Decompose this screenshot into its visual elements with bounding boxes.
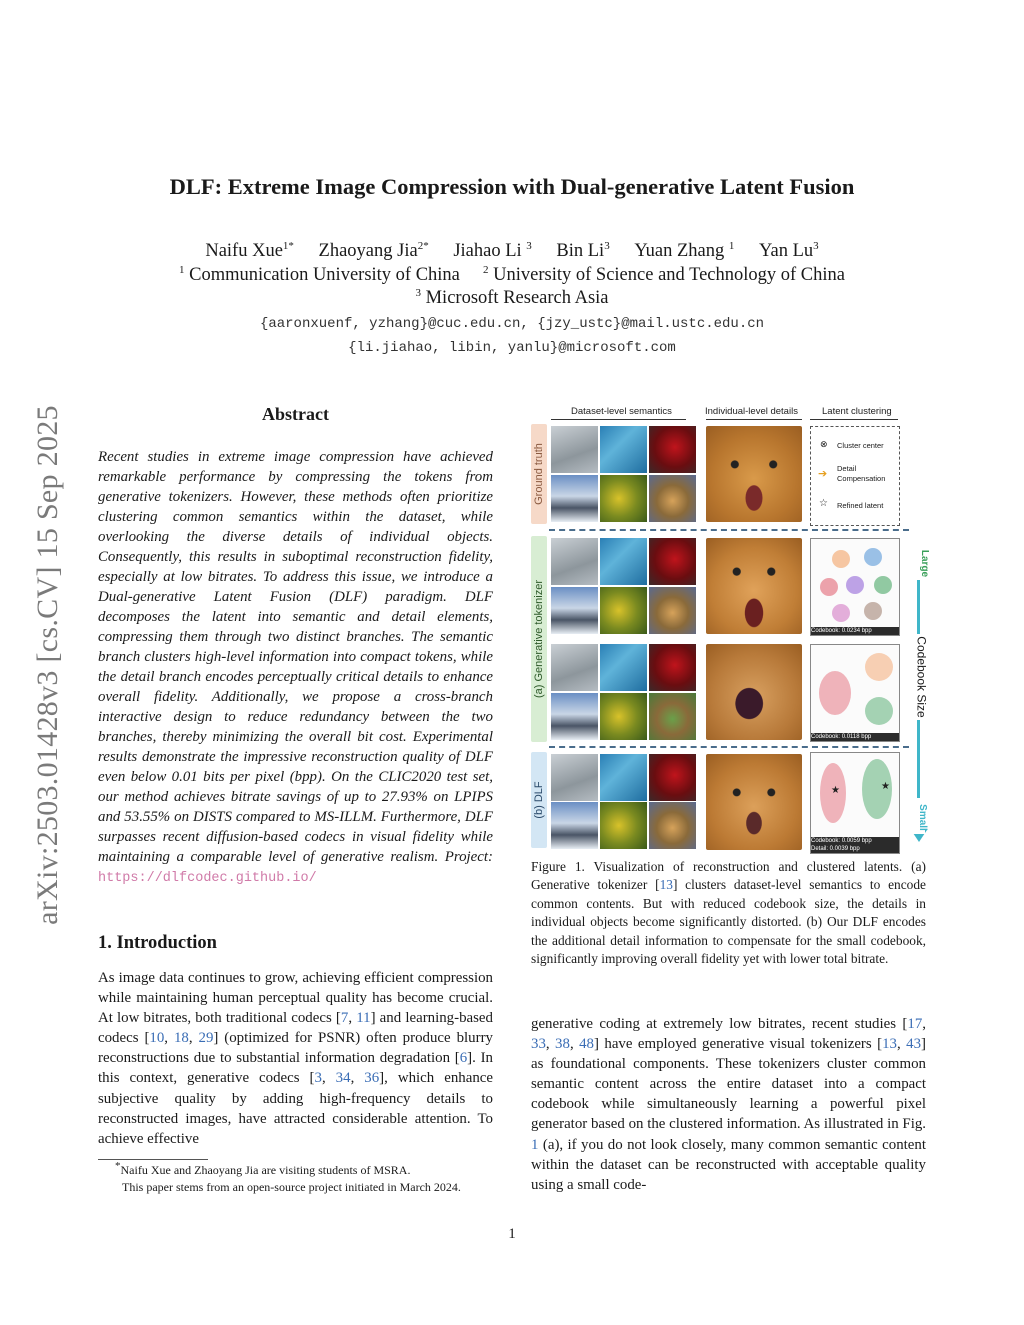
author: Jiahao Li $^3$	[453, 239, 532, 261]
separator	[549, 746, 909, 748]
author: Bin Li$^3$	[556, 239, 610, 261]
row-label-generative-tokenizer: (a) Generative tokenizer	[531, 536, 547, 742]
paper-title: DLF: Extreme Image Compression with Dual-generative Latent Fusion	[169, 174, 855, 199]
page-number: 1	[508, 1226, 516, 1242]
author: Zhaoyang Jia$^{2*}$	[318, 239, 429, 261]
row-label-dlf: (b) DLF	[531, 752, 547, 848]
citation-link[interactable]: 13	[659, 877, 673, 893]
citation-link[interactable]: 10	[149, 1030, 165, 1047]
citation-link[interactable]: 38	[555, 1036, 570, 1053]
dog-dlf	[706, 754, 802, 850]
email-line1: {aaronxuenf, yzhang}@cuc.edu.cn, {jzy_ustc}@mail.ustc.edu.cn	[259, 316, 765, 332]
footnote-1: *Naifu Xue and Zhaoyang Jia are visiting students of MSRA.	[115, 1160, 411, 1177]
arxiv-sidebar	[28, 370, 68, 960]
citation-link[interactable]: 3	[314, 1070, 322, 1087]
footnote-2: This paper stems from an open-source project initiated in March 2024.	[122, 1180, 461, 1194]
email-line2: {li.jiahao, libin, yanlu}@microsoft.com	[348, 340, 676, 356]
citation-link[interactable]: 6	[459, 1050, 468, 1067]
citation-link[interactable]: 18	[173, 1030, 189, 1047]
abstract-body: Recent studies in extreme image compression have achieved remarkable performance by compressing the tokens from generative tokenizers. However, these methods often prioritize clustering common semantics within the dataset, while overlooking the diverse details of individual objects. Consequently, this results in suboptimal reconstruction fidelity, especially at low bitrates. To address this issue, we introduce a Dual-generative Latent Fusion (DLF) paradigm. DLF decomposes the latent into semantic and detail elements, compressing them through two distinct branches. The semantic branch clusters high-level information into compact tokens, while the detail branch encodes perceptually critical details to enhance overall fidelity. Additionally, we propose a cross-branch interactive design to reduce redundancy between the two branches, thereby minimizing the overall bit cost. Experimental results demonstrate the impressive reconstruction quality of DLF even below 0.01 bits per pixel (bpp). On the CLIC2020 test set, our method achieves bitrate savings of up to 27.93% on LPIPS and 53.55% on DISTS compared to MS-ILLM. Furthermore, DLF surpasses recent diffusion-based codecs in visual fidelity while maintaining a comparable level of generative realism. Project: https://dlfcodec.github.io/	[98, 449, 493, 886]
row-label-ground-truth: Ground truth	[531, 424, 547, 524]
author: Yan Lu$^3$	[759, 239, 819, 261]
dog-ground-truth	[706, 426, 802, 522]
affiliations-line1: $^1$ Communication University of China $^2$ University of Science and Technology of China	[178, 263, 845, 285]
col-head-individual: Individual-level details	[705, 406, 798, 417]
separator	[549, 529, 909, 531]
arxiv-id: arXiv:2503.01428v3 [cs.CV] 15 Sep 2025	[31, 405, 64, 925]
intro-paragraph: As image data continues to grow, achieving efficient compression while maintaining human perceptual quality has become crucial. At low bitrates, both traditional codecs [7, 11] and learning-based codecs [10, 18, 29] (optimized for PSNR) often produce blurry reconstructions due to substantial information degradation [6]. In this context, generative codecs [3, 34, 36], which enhance subjective quality by adding high-frequency details to reconstructed images, have attracted considerable attention. To achieve effective	[98, 970, 493, 1147]
right-column-paragraph: generative coding at extremely low bitrates, recent studies [17, 33, 38, 48] have employed generative visual tokenizers [13, 43] as foundational components. These tokenizers cluster common semantic content across the entire dataset into a compact codebook while simultaneously learning a powerful pixel generator based on the clustered information. As illustrated in Fig. 1 (a), if you do not look closely, many common semantic content within the dataset can be reconstructed with acceptable quality using a small code-	[531, 1016, 926, 1193]
abstract-heading: Abstract	[262, 404, 329, 424]
citation-link[interactable]: 29	[198, 1030, 214, 1047]
figure-link[interactable]: 1	[531, 1136, 539, 1153]
citation-link[interactable]: 33	[531, 1036, 546, 1053]
latent-legend: ⊗ Cluster center ➔ Detail Compensation ☆ Refined latent	[810, 426, 900, 526]
col-head-dataset: Dataset-level semantics	[571, 406, 672, 417]
citation-link[interactable]: 17	[907, 1016, 923, 1032]
cluster-plot-small: Codebook: 0.0118 bpp	[810, 644, 900, 742]
citation-link[interactable]: 13	[882, 1036, 897, 1053]
citation-link[interactable]: 34	[335, 1070, 351, 1087]
axis-large: Large	[911, 540, 925, 580]
citation-link[interactable]: 48	[579, 1036, 594, 1053]
project-link[interactable]: https://dlfcodec.github.io/	[98, 871, 317, 886]
svg-text:★: ★	[881, 781, 890, 792]
author: Naifu Xue$^{1*}$	[205, 239, 294, 261]
cluster-plot-dlf: ★ ★ Codebook: 0.0059 bpp Detail: 0.0039 bpp	[810, 752, 900, 854]
svg-text:★: ★	[831, 785, 840, 796]
citation-link[interactable]: 43	[906, 1036, 922, 1053]
intro-heading: 1. Introduction	[98, 933, 217, 953]
cluster-plot-large: Codebook: 0.0234 bpp	[810, 538, 900, 636]
axis-codebook-size: Codebook Size	[907, 634, 927, 720]
dog-tokenizer-small	[706, 644, 802, 740]
author: Yuan Zhang $^1$	[634, 239, 735, 261]
citation-link[interactable]: 36	[364, 1070, 380, 1087]
citation-link[interactable]: 11	[356, 1010, 371, 1027]
figure-caption: Figure 1. Visualization of reconstruction and clustered latents. (a) Generative tokenizer [13] clusters dataset-level semantics to encode common contents. But with reduced codebook size, the details in individual objects become significantly distorted. (b) Our DLF encodes the additional detail information to compensate for the small codebook, significantly improving overall fidelity yet with lower total bitrate.	[531, 859, 926, 967]
figure-1	[531, 402, 931, 854]
citation-link[interactable]: 7	[340, 1010, 349, 1027]
col-head-latent: Latent clustering	[822, 406, 892, 417]
author-list	[0, 241, 1024, 262]
axis-small: Small	[911, 798, 925, 834]
affiliations-line2: $^3$ Microsoft Research Asia	[415, 286, 609, 308]
dog-tokenizer-large	[706, 538, 802, 634]
